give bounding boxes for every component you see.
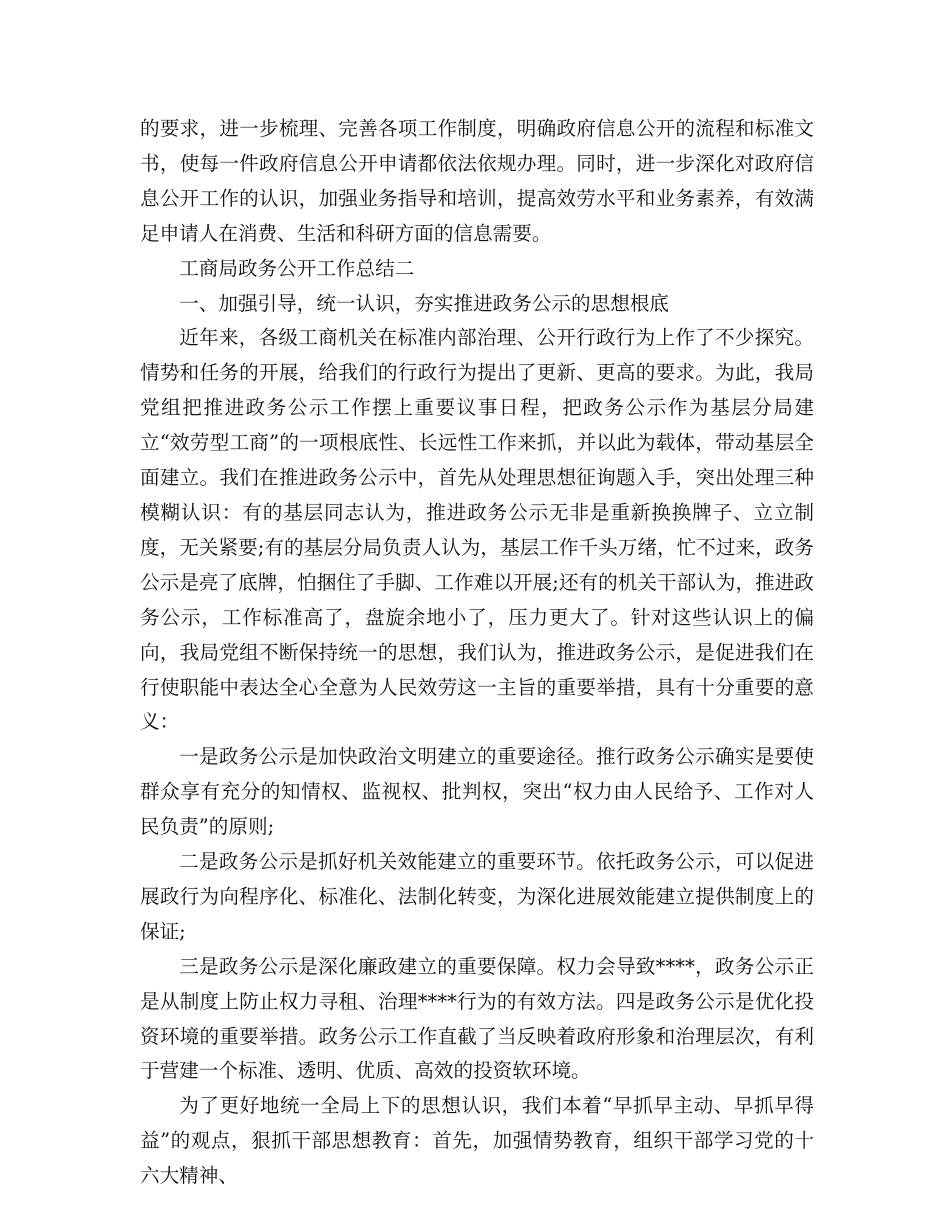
document-body: [140, 112, 814, 1194]
paragraph-closing: 为了更好地统一全局上下的思想认识，我们本着“早抓早主动、早抓早得益”的观点，狠抓干部思想教育：首先，加强情势教育，组织干部学习党的十六大精神、: [140, 1094, 814, 1188]
paragraph-body: 近年来，各级工商机关在标准内部治理、公开行政行为上作了不少探究。情势和任务的开展，给我们的行政行为提出了更新、更高的要求。为此，我局党组把推进政务公示工作摆上重要议事日程，把政务公示作为基层分局建立“效劳型工商”的一项根底性、长远性工作来抓，并以此为载体，带动基层全面建立。我们在推进政务公示中，首先从处理思想征询题入手，突出处理三种模糊认识：有的基层同志认为，推进政务公示无非是重新换换牌子、立立制度，无关紧要;有的基层分局负责人认为，基层工作千头万绪，忙不过来，政务公示是亮了底牌，怕捆住了手脚、工作难以开展;还有的机关干部认为，推进政务公示，工作标准高了，盘旋余地小了，压力更大了。针对这些认识上的偏向，我局党组不断保持统一的思想，我们认为，推进政务公示，是促进我们在行使职能中表达全心全意为人民效劳这一主旨的重要举措，具有十分重要的意义：: [140, 326, 814, 734]
paragraph-continuation: 的要求，进一步梳理、完善各项工作制度，明确政府信息公开的流程和标准文书，使每一件政府信息公开申请都依法依规办理。同时，进一步深化对政府信息公开工作的认识，加强业务指导和培训，提高效劳水平和业务素养，有效满足申请人在消费、生活和科研方面的信息需要。: [140, 117, 814, 245]
paragraph-point-three: 三是政务公示是深化廉政建立的重要保障。权力会导致****，政务公示正是从制度上防止权力寻租、治理****行为的有效方法。四是政务公示是优化投资环境的重要举措。政务公示工作直截了当反映着政府形象和治理层次，有利于营建一个标准、透明、优质、高效的投资软环境。: [140, 954, 814, 1083]
paragraph-point-one: 一是政务公示是加快政治文明建立的重要途径。推行政务公示确实是要使群众享有充分的知情权、监视权、批判权，突出“权力由人民给予、工作对人民负责”的原则;: [140, 745, 814, 839]
paragraph-point-two: 二是政务公示是抓好机关效能建立的重要环节。依托政务公示，可以促进展政行为向程序化、标准化、法制化转变，为深化进展效能建立提供制度上的保证;: [140, 850, 814, 943]
section-heading: 一、加强引导，统一认识，夯实推进政务公示的思想根底: [179, 291, 670, 315]
section-title: 工商局政务公开工作总结二: [179, 256, 415, 280]
